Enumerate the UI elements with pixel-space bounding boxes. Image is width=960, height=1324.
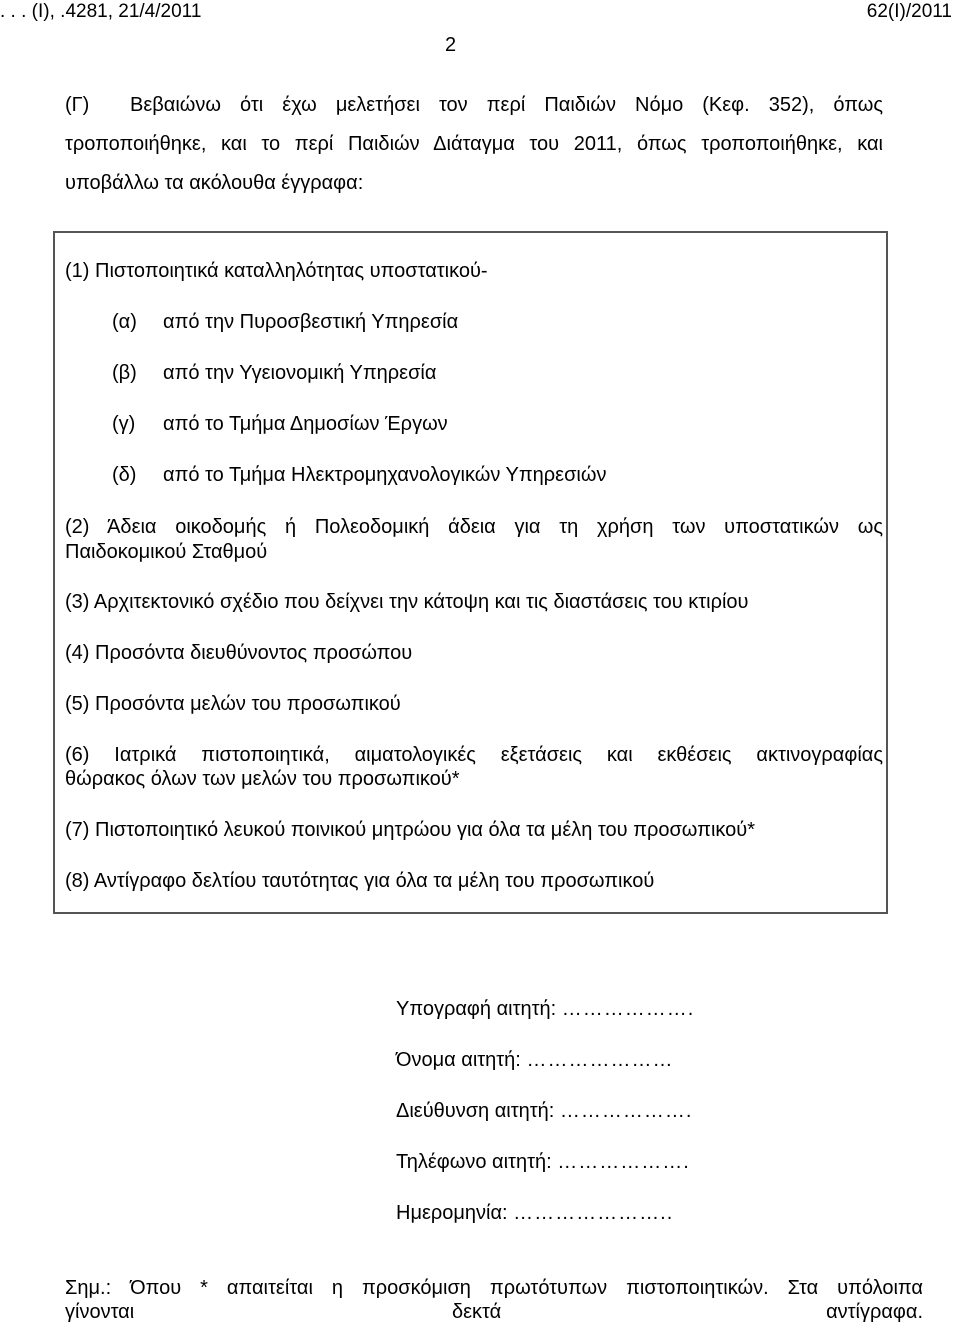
signature-label: Υπογραφή αιτητή:	[396, 998, 557, 1020]
sub-item-d-text: από το Τμήμα Ηλεκτρομηχανολογικών Υπηρεσιών	[163, 464, 607, 486]
header-reference: . . . (Ι), .4281, 21/4/2011	[0, 1, 202, 22]
signature-field[interactable]: ……………….	[561, 998, 695, 1020]
sub-item-c-marker: (γ)	[112, 413, 136, 435]
item-3: (3) Αρχιτεκτονικό σχέδιο που δείχνει την κάτοψη και τις διαστάσεις του κτιρίου	[65, 591, 749, 613]
note-line-2-right: αντίγραφα.	[826, 1301, 923, 1323]
item-4: (4) Προσόντα διευθύνοντος προσώπου	[65, 642, 413, 664]
sub-item-b-text: από την Υγειονομική Υπηρεσία	[163, 362, 437, 384]
date-row	[396, 1201, 673, 1225]
sub-item-b-marker: (β)	[112, 362, 137, 384]
date-field[interactable]: …………………..	[513, 1202, 674, 1224]
date-label: Ημερομηνία:	[396, 1202, 508, 1224]
intro-line-1	[130, 93, 883, 117]
address-label: Διεύθυνση αιτητή:	[396, 1100, 555, 1122]
note-line-2-mid: δεκτά	[452, 1301, 502, 1323]
intro-line-1-text: Βεβαιώνω ότι έχω μελετήσει τον περί Παιδιών Νόμο (Κεφ. 352), όπως	[130, 94, 883, 116]
item-8: (8) Αντίγραφο δελτίου ταυτότητας για όλα τα μέλη του προσωπικού	[65, 870, 655, 892]
name-row	[396, 1048, 673, 1072]
item-6-line-1: (6) Ιατρικά πιστοποιητικά, αιματολογικές εξετάσεις και εκθέσεις ακτινογραφίας	[65, 744, 883, 766]
sub-item-a-marker: (α)	[112, 311, 137, 333]
address-row	[396, 1099, 692, 1123]
intro-line-2: τροποποιήθηκε, και το περί Παιδιών Διάταγμα του 2011, όπως τροποποιήθηκε, και	[65, 133, 883, 155]
phone-row	[396, 1150, 690, 1174]
phone-field[interactable]: ……………….	[557, 1151, 690, 1173]
phone-label: Τηλέφωνο αιτητή:	[396, 1151, 552, 1173]
header-law-number: 62(Ι)/2011	[866, 1, 952, 22]
item-2-line-1: (2) Άδεια οικοδομής ή Πολεοδομική άδεια για τη χρήση των υποστατικών ως	[65, 516, 883, 538]
intro-marker: (Γ)	[65, 94, 90, 116]
signature-row	[396, 997, 694, 1021]
item-5: (5) Προσόντα μελών του προσωπικού	[65, 693, 401, 715]
name-label: Όνομα αιτητή:	[396, 1049, 521, 1071]
name-field[interactable]: …………………	[526, 1049, 674, 1071]
sub-item-a-text: από την Πυροσβεστική Υπηρεσία	[163, 311, 459, 333]
page-number: 2	[445, 34, 457, 56]
item-1: (1) Πιστοποιητικά καταλληλότητας υποστατικού-	[65, 260, 488, 282]
item-6-line-2: θώρακος όλων των μελών του προσωπικού*	[65, 768, 460, 790]
intro-line-3: υποβάλλω τα ακόλουθα έγγραφα:	[65, 172, 364, 194]
sub-item-c-text: από το Τμήμα Δημοσίων Έργων	[163, 413, 448, 435]
item-2-line-2: Παιδοκομικού Σταθμού	[65, 541, 268, 563]
note-line-1: Σημ.: Όπου * απαιτείται η προσκόμιση πρωτότυπων πιστοποιητικών. Στα υπόλοιπα	[65, 1277, 923, 1299]
item-7: (7) Πιστοποιητικό λευκού ποινικού μητρώου για όλα τα μέλη του προσωπικού*	[65, 819, 755, 841]
sub-item-d-marker: (δ)	[112, 464, 137, 486]
address-field[interactable]: ……………….	[559, 1100, 693, 1122]
note-line-2-left: γίνονται	[65, 1301, 135, 1323]
